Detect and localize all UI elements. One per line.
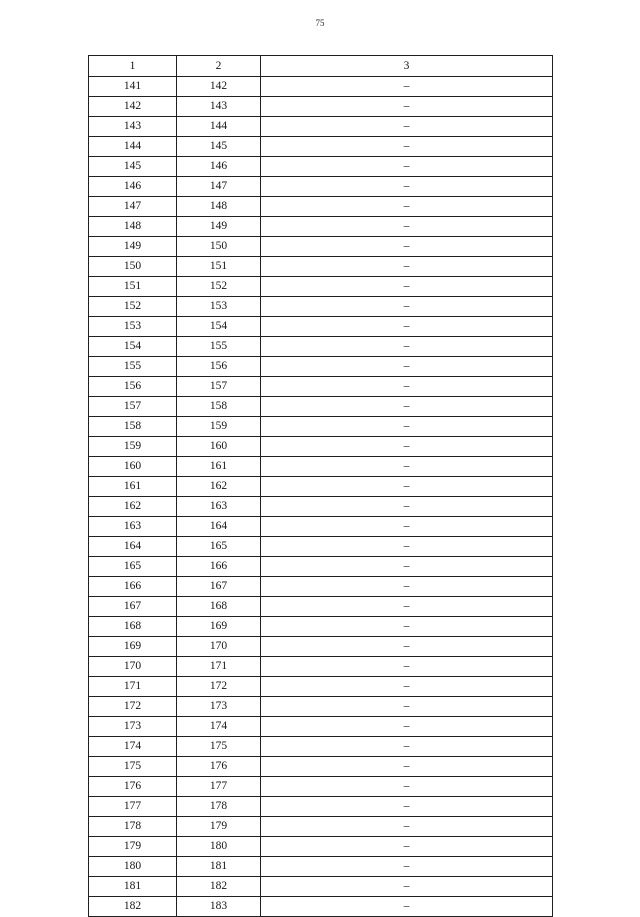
table-cell: 147 [177, 177, 261, 197]
table-row [89, 697, 553, 717]
table-cell: 152 [177, 277, 261, 297]
table-cell: – [261, 197, 553, 217]
table-cell: 179 [177, 817, 261, 837]
table-cell: – [261, 317, 553, 337]
table-cell: 142 [177, 77, 261, 97]
table-cell: 149 [89, 237, 177, 257]
table-cell: 169 [89, 637, 177, 657]
table-container [88, 55, 552, 917]
table-row [89, 757, 553, 777]
table-cell: – [261, 557, 553, 577]
table-cell: 147 [89, 197, 177, 217]
table-row [89, 177, 553, 197]
table-cell: – [261, 397, 553, 417]
table-cell: – [261, 77, 553, 97]
table-cell: 167 [177, 577, 261, 597]
table-row [89, 437, 553, 457]
table-cell: – [261, 517, 553, 537]
table-cell: 182 [177, 877, 261, 897]
table-cell: – [261, 797, 553, 817]
table-cell: 182 [89, 897, 177, 917]
table-row [89, 357, 553, 377]
table-cell: 159 [89, 437, 177, 457]
column-header-2: 2 [177, 56, 261, 77]
table-cell: – [261, 577, 553, 597]
table-cell: – [261, 457, 553, 477]
table-cell: – [261, 137, 553, 157]
table-cell: 144 [89, 137, 177, 157]
table-row [89, 197, 553, 217]
table-row [89, 537, 553, 557]
table-cell: 165 [177, 537, 261, 557]
table-cell: 167 [89, 597, 177, 617]
table-cell: 143 [177, 97, 261, 117]
table-cell: 175 [89, 757, 177, 777]
table-cell: 164 [89, 537, 177, 557]
table-header [89, 56, 553, 77]
table-cell: 146 [89, 177, 177, 197]
table-row [89, 157, 553, 177]
table-cell: – [261, 117, 553, 137]
table-cell: 155 [89, 357, 177, 377]
table-row [89, 517, 553, 537]
column-header-3: 3 [261, 56, 553, 77]
table-row [89, 897, 553, 917]
data-table [88, 55, 553, 917]
table-row [89, 597, 553, 617]
table-cell: 145 [89, 157, 177, 177]
table-cell: 170 [177, 637, 261, 657]
table-cell: 177 [89, 797, 177, 817]
table-cell: 161 [89, 477, 177, 497]
table-row [89, 497, 553, 517]
table-cell: 156 [177, 357, 261, 377]
table-cell: 145 [177, 137, 261, 157]
table-cell: 171 [177, 657, 261, 677]
table-cell: 181 [89, 877, 177, 897]
table-cell: 148 [177, 197, 261, 217]
table-cell: 168 [89, 617, 177, 637]
table-cell: 178 [89, 817, 177, 837]
table-cell: – [261, 377, 553, 397]
table-cell: – [261, 217, 553, 237]
table-cell: 175 [177, 737, 261, 757]
table-cell: – [261, 877, 553, 897]
table-header-row [89, 56, 553, 77]
table-cell: – [261, 437, 553, 457]
table-cell: 166 [177, 557, 261, 577]
table-row [89, 77, 553, 97]
table-row [89, 277, 553, 297]
table-cell: – [261, 297, 553, 317]
table-cell: 149 [177, 217, 261, 237]
table-cell: 153 [177, 297, 261, 317]
table-cell: – [261, 257, 553, 277]
table-cell: 162 [177, 477, 261, 497]
table-cell: 142 [89, 97, 177, 117]
table-cell: 141 [89, 77, 177, 97]
table-row [89, 417, 553, 437]
table-cell: – [261, 497, 553, 517]
table-cell: 176 [89, 777, 177, 797]
table-cell: 150 [177, 237, 261, 257]
table-row [89, 257, 553, 277]
table-cell: – [261, 757, 553, 777]
table-row [89, 577, 553, 597]
table-row [89, 457, 553, 477]
table-cell: 161 [177, 457, 261, 477]
table-row [89, 817, 553, 837]
table-cell: 180 [177, 837, 261, 857]
table-row [89, 237, 553, 257]
table-row [89, 717, 553, 737]
table-row [89, 117, 553, 137]
table-cell: 176 [177, 757, 261, 777]
table-body [89, 77, 553, 917]
table-row [89, 737, 553, 757]
table-cell: 152 [89, 297, 177, 317]
table-row [89, 397, 553, 417]
table-row [89, 657, 553, 677]
table-row [89, 837, 553, 857]
table-cell: 150 [89, 257, 177, 277]
table-cell: – [261, 277, 553, 297]
table-row [89, 877, 553, 897]
page-number: 75 [315, 18, 325, 28]
table-cell: 162 [89, 497, 177, 517]
table-cell: 180 [89, 857, 177, 877]
table-row [89, 557, 553, 577]
table-cell: 151 [89, 277, 177, 297]
table-cell: 169 [177, 617, 261, 637]
table-row [89, 297, 553, 317]
table-cell: – [261, 477, 553, 497]
table-row [89, 217, 553, 237]
table-cell: 179 [89, 837, 177, 857]
table-cell: 155 [177, 337, 261, 357]
table-cell: – [261, 597, 553, 617]
table-row [89, 677, 553, 697]
table-cell: 158 [89, 417, 177, 437]
table-cell: – [261, 637, 553, 657]
table-cell: – [261, 817, 553, 837]
table-cell: 157 [177, 377, 261, 397]
table-row [89, 637, 553, 657]
table-cell: – [261, 357, 553, 377]
table-cell: 144 [177, 117, 261, 137]
table-cell: 153 [89, 317, 177, 337]
table-cell: – [261, 697, 553, 717]
table-row [89, 797, 553, 817]
table-row [89, 477, 553, 497]
column-header-1: 1 [89, 56, 177, 77]
table-cell: – [261, 777, 553, 797]
table-row [89, 97, 553, 117]
table-cell: 156 [89, 377, 177, 397]
table-cell: – [261, 677, 553, 697]
table-row [89, 617, 553, 637]
table-cell: 146 [177, 157, 261, 177]
table-cell: 181 [177, 857, 261, 877]
table-cell: 157 [89, 397, 177, 417]
table-cell: 151 [177, 257, 261, 277]
table-cell: 170 [89, 657, 177, 677]
table-cell: 174 [177, 717, 261, 737]
table-cell: 174 [89, 737, 177, 757]
table-row [89, 777, 553, 797]
table-cell: – [261, 837, 553, 857]
table-cell: 163 [89, 517, 177, 537]
table-cell: 158 [177, 397, 261, 417]
table-cell: 159 [177, 417, 261, 437]
table-cell: – [261, 537, 553, 557]
table-cell: 166 [89, 577, 177, 597]
table-cell: – [261, 857, 553, 877]
table-cell: 172 [177, 677, 261, 697]
table-cell: – [261, 717, 553, 737]
table-row [89, 857, 553, 877]
table-cell: – [261, 157, 553, 177]
table-cell: 178 [177, 797, 261, 817]
table-cell: 154 [177, 317, 261, 337]
table-cell: – [261, 657, 553, 677]
table-cell: – [261, 177, 553, 197]
table-cell: 154 [89, 337, 177, 357]
table-cell: 172 [89, 697, 177, 717]
table-row [89, 137, 553, 157]
table-row [89, 377, 553, 397]
table-cell: – [261, 737, 553, 757]
table-cell: 177 [177, 777, 261, 797]
table-cell: – [261, 617, 553, 637]
table-cell: 168 [177, 597, 261, 617]
table-cell: 164 [177, 517, 261, 537]
table-cell: – [261, 897, 553, 917]
table-cell: 160 [89, 457, 177, 477]
table-cell: 148 [89, 217, 177, 237]
table-row [89, 317, 553, 337]
table-cell: 163 [177, 497, 261, 517]
table-cell: – [261, 97, 553, 117]
table-cell: 173 [89, 717, 177, 737]
table-cell: 143 [89, 117, 177, 137]
table-cell: 171 [89, 677, 177, 697]
table-cell: – [261, 417, 553, 437]
table-cell: 165 [89, 557, 177, 577]
table-cell: 160 [177, 437, 261, 457]
table-cell: – [261, 337, 553, 357]
table-row [89, 337, 553, 357]
table-cell: 183 [177, 897, 261, 917]
table-cell: 173 [177, 697, 261, 717]
table-cell: – [261, 237, 553, 257]
